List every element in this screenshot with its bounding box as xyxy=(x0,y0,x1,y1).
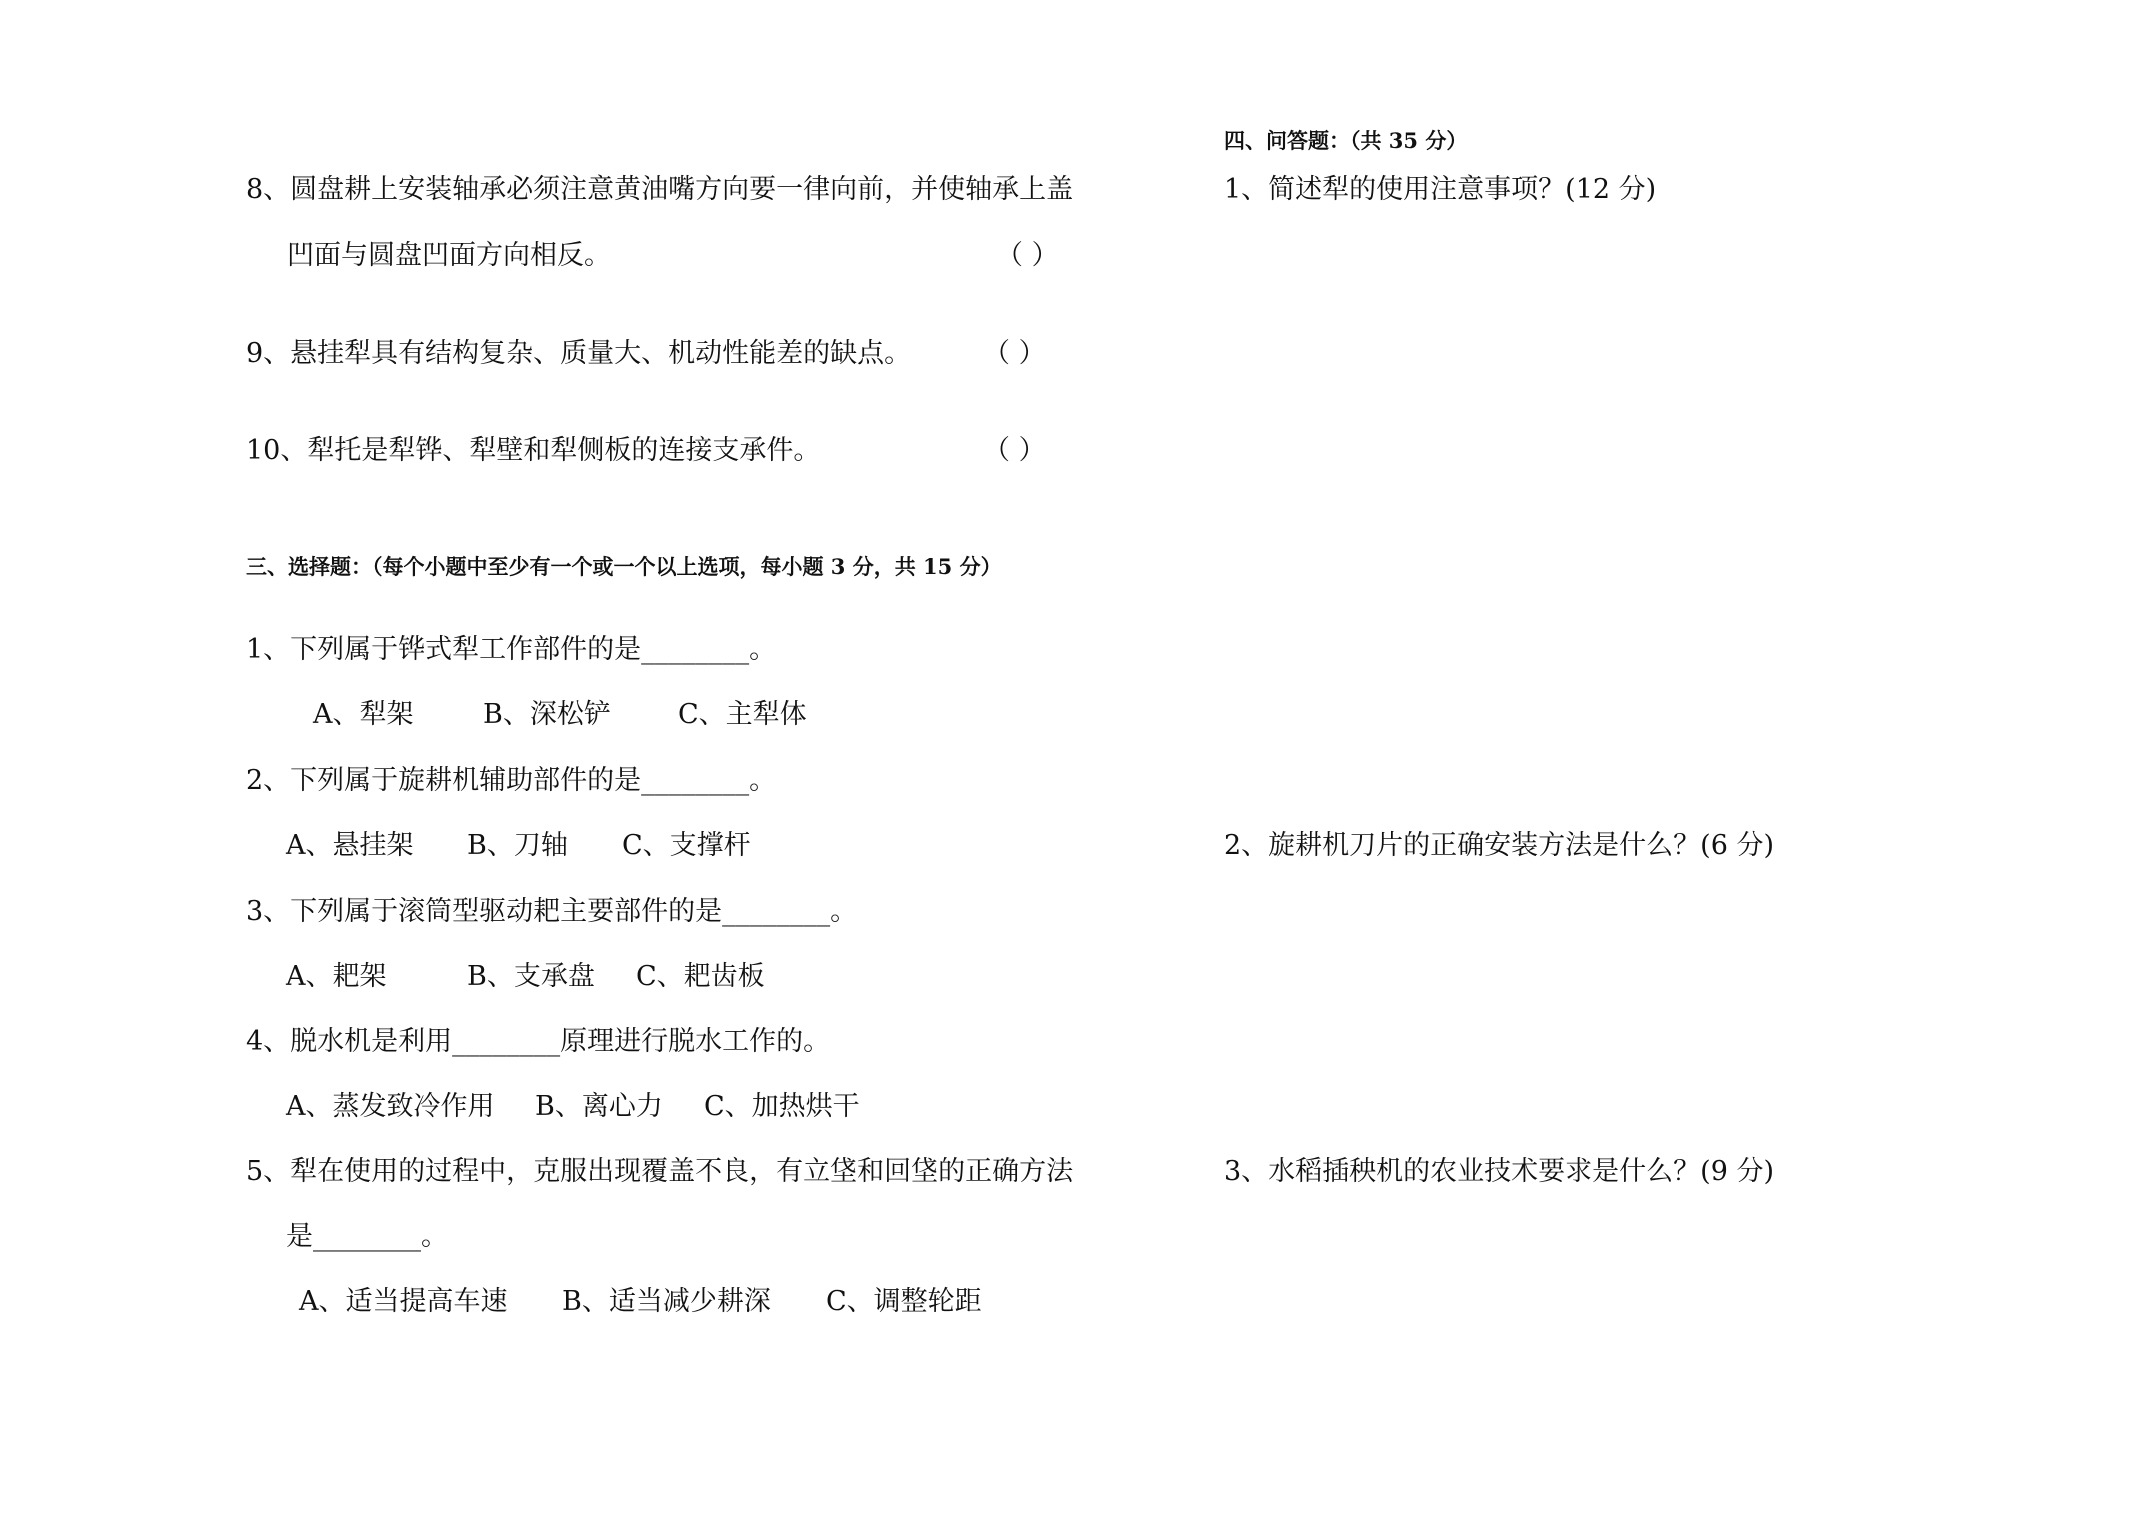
choice-3-option-c: C、耙齿板 xyxy=(636,961,765,992)
judgment-8-answer-blank: （ ） xyxy=(996,240,1059,271)
choice-3-option-a: A、耙架 xyxy=(286,961,387,992)
judgment-9: 9、悬挂犁具有结构复杂、质量大、机动性能差的缺点。 xyxy=(246,338,912,369)
choice-4-question: 4、脱水机是利用________原理进行脱水工作的。 xyxy=(246,1026,831,1057)
choice-2-option-a: A、悬挂架 xyxy=(286,830,414,861)
section-4-heading: 四、问答题：（共 35 分） xyxy=(1224,128,1468,153)
judgment-8-line1: 8、圆盘耕上安装轴承必须注意黄油嘴方向要一律向前，并使轴承上盖 xyxy=(246,174,1074,205)
choice-2-question: 2、下列属于旋耕机辅助部件的是________。 xyxy=(246,765,777,796)
choice-3-option-b: B、支承盘 xyxy=(467,961,595,992)
judgment-10: 10、犁托是犁铧、犁壁和犁侧板的连接支承件。 xyxy=(246,435,821,466)
choice-4-option-b: B、离心力 xyxy=(535,1091,663,1122)
section-3-heading: 三、选择题：（每个小题中至少有一个或一个以上选项，每小题 3 分，共 15 分） xyxy=(246,554,1002,579)
choice-2-option-b: B、刀轴 xyxy=(467,830,568,861)
choice-5-option-c: C、调整轮距 xyxy=(826,1286,982,1317)
choice-1-option-a: A、犁架 xyxy=(313,699,414,730)
choice-4-option-a: A、蒸发致冷作用 xyxy=(286,1091,495,1122)
choice-1-option-c: C、主犁体 xyxy=(678,699,807,730)
judgment-10-answer-blank: （ ） xyxy=(983,435,1046,466)
choice-1-option-b: B、深松铲 xyxy=(483,699,611,730)
judgment-9-answer-blank: （ ） xyxy=(983,338,1046,369)
choice-1-question: 1、下列属于铧式犁工作部件的是________。 xyxy=(246,634,777,665)
essay-question-2: 2、旋耕机刀片的正确安装方法是什么？(6 分) xyxy=(1224,830,1775,861)
judgment-8-line2: 凹面与圆盘凹面方向相反。 xyxy=(287,240,611,271)
choice-5-option-a: A、适当提高车速 xyxy=(299,1286,508,1317)
choice-5-option-b: B、适当减少耕深 xyxy=(562,1286,771,1317)
choice-4-option-c: C、加热烘干 xyxy=(704,1091,860,1122)
choice-5-question-cont: 是________。 xyxy=(286,1221,448,1252)
choice-2-option-c: C、支撑杆 xyxy=(622,830,751,861)
choice-5-question: 5、犁在使用的过程中，克服出现覆盖不良，有立垡和回垡的正确方法 xyxy=(246,1156,1074,1187)
choice-3-question: 3、下列属于滚筒型驱动耙主要部件的是________。 xyxy=(246,896,858,927)
essay-question-3: 3、水稻插秧机的农业技术要求是什么？(9 分) xyxy=(1224,1156,1775,1187)
essay-question-1: 1、简述犁的使用注意事项？(12 分) xyxy=(1224,174,1657,205)
